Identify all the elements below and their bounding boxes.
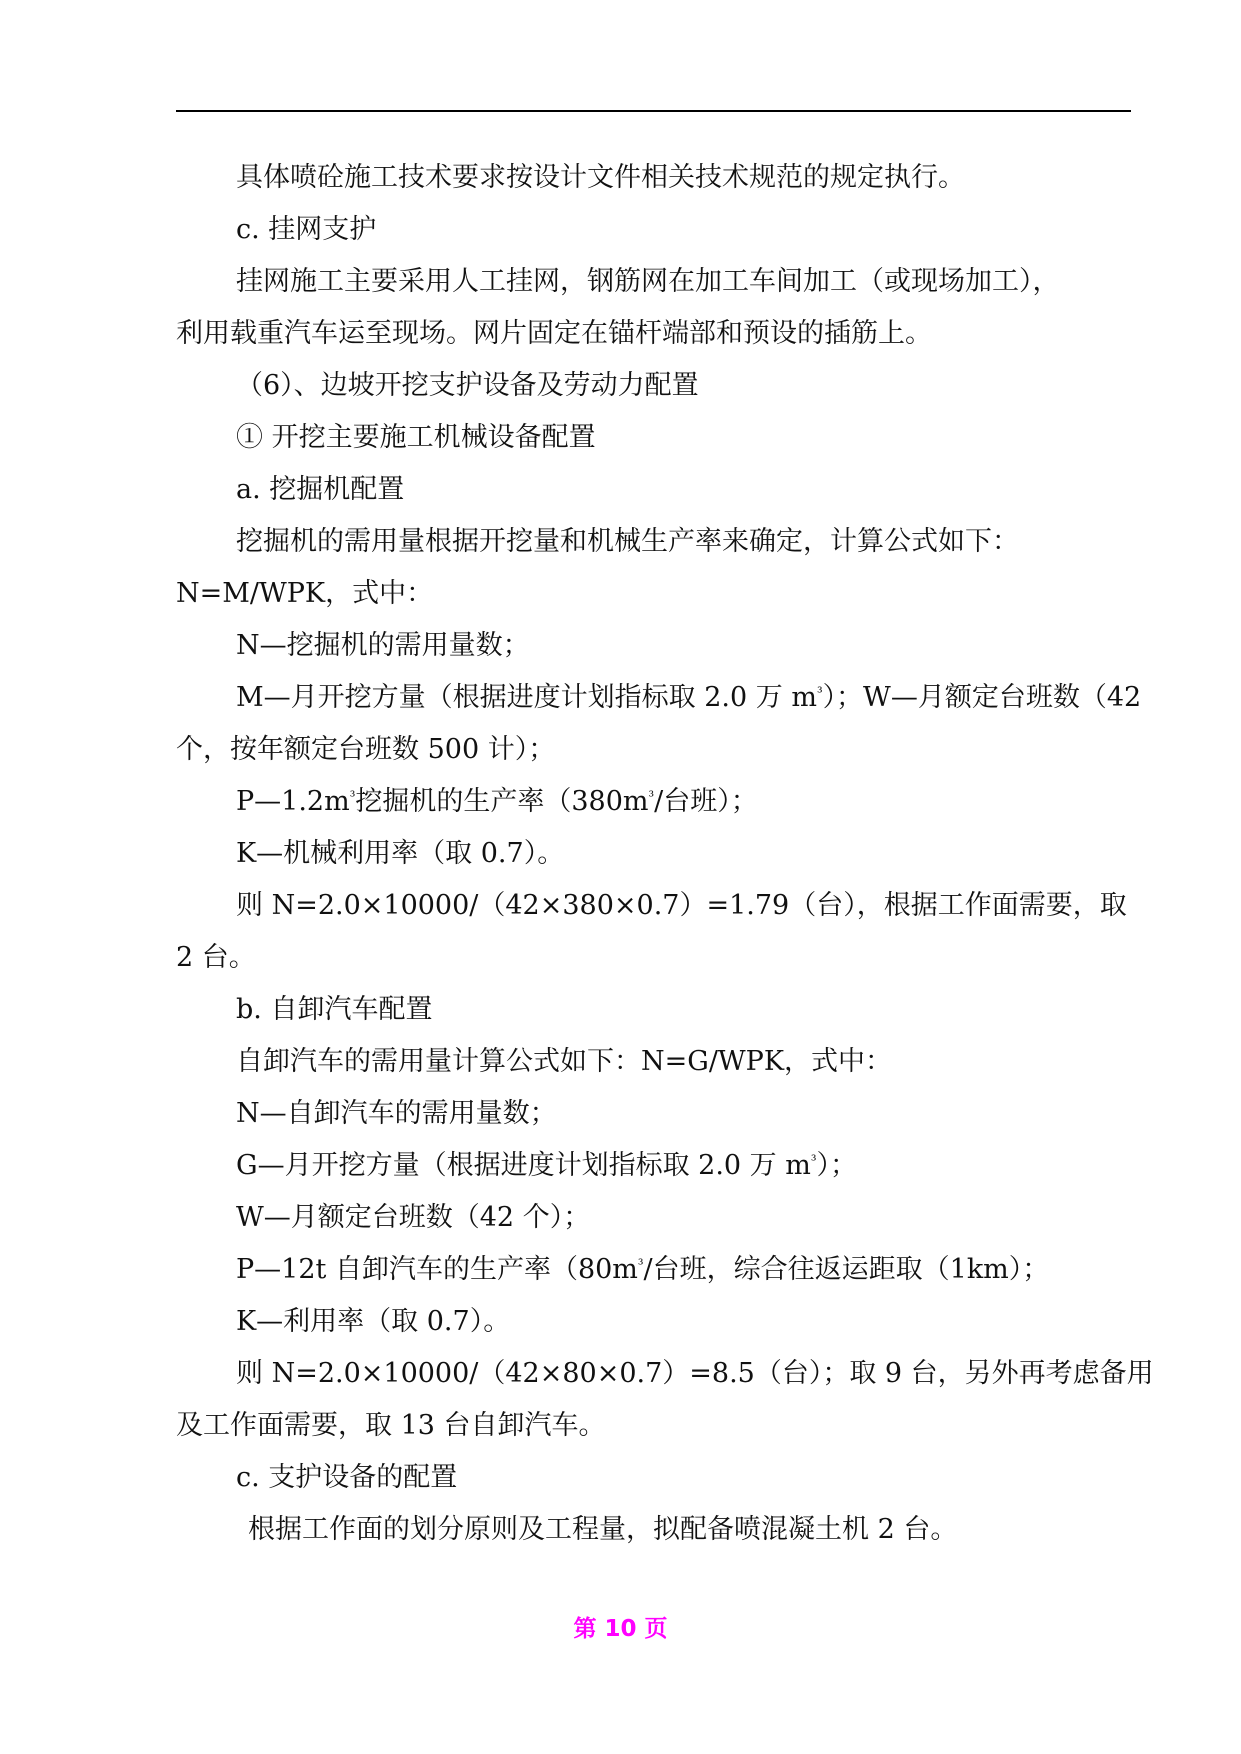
paragraph-line: G—月开挖方量（根据进度计划指标取 2.0 万 $m^{^3}$）； bbox=[236, 1150, 857, 1181]
paragraph-line: 挂网施工主要采用人工挂网，钢筋网在加工车间加工（或现场加工）， bbox=[236, 266, 1060, 297]
header-rule bbox=[176, 110, 1131, 112]
page-number: 第 10 页 bbox=[573, 1616, 668, 1642]
paragraph-line: M—月开挖方量（根据进度计划指标取 2.0 万 $m^{^3}$）；W—月额定台班数（42 bbox=[236, 682, 1142, 713]
paragraph-line: W—月额定台班数（42 个）； bbox=[236, 1202, 591, 1233]
paragraph-line: 利用载重汽车运至现场。网片固定在锚杆端部和预设的插筋上。 bbox=[176, 318, 932, 349]
paragraph-line: 自卸汽车的需用量计算公式如下：N=G/WPK，式中： bbox=[236, 1046, 893, 1077]
section-heading: （6）、边坡开挖支护设备及劳动力配置 bbox=[236, 370, 699, 401]
paragraph-line: 根据工作面的划分原则及工程量，拟配备喷混凝土机 2 台。 bbox=[248, 1514, 958, 1545]
paragraph-line: N—自卸汽车的需用量数； bbox=[236, 1098, 557, 1129]
section-heading: a. 挖掘机配置 bbox=[236, 474, 405, 505]
section-heading: c. 支护设备的配置 bbox=[236, 1462, 458, 1493]
paragraph-line: K—机械利用率（取 0.7）。 bbox=[236, 838, 565, 869]
paragraph-line: N=M/WPK，式中： bbox=[176, 578, 434, 609]
paragraph-line: 挖掘机的需用量根据开挖量和机械生产率来确定，计算公式如下： bbox=[236, 526, 1019, 557]
paragraph-line: 具体喷砼施工技术要求按设计文件相关技术规范的规定执行。 bbox=[236, 162, 965, 193]
paragraph-line: 个，按年额定台班数 500 计）； bbox=[176, 734, 556, 765]
paragraph-line: 2 台。 bbox=[176, 942, 256, 973]
paragraph-line: 及工作面需要，取 13 台自卸汽车。 bbox=[176, 1410, 606, 1441]
section-heading: b. 自卸汽车配置 bbox=[236, 994, 433, 1025]
section-heading: ① 开挖主要施工机械设备配置 bbox=[236, 422, 596, 453]
paragraph-line: 则 N=2.0×10000/（42×80×0.7）=8.5（台）；取 9 台，另外再考虑备用 bbox=[236, 1358, 1154, 1389]
section-heading: c. 挂网支护 bbox=[236, 214, 377, 245]
body-text bbox=[176, 152, 1154, 1556]
paragraph-line: K—利用率（取 0.7）。 bbox=[236, 1306, 511, 1337]
paragraph-line: $P—1.2m^{^3}$挖掘机的生产率（$380m^{^3}/$台班）； bbox=[236, 786, 758, 817]
paragraph-line: N—挖掘机的需用量数； bbox=[236, 630, 530, 661]
paragraph-line: P—12t 自卸汽车的生产率（$80m^{^3}/$台班，综合往返运距取（1km）； bbox=[236, 1254, 1050, 1285]
paragraph-line: 则 N=2.0×10000/（42×380×0.7）=1.79（台），根据工作面需要，取 bbox=[236, 890, 1127, 921]
